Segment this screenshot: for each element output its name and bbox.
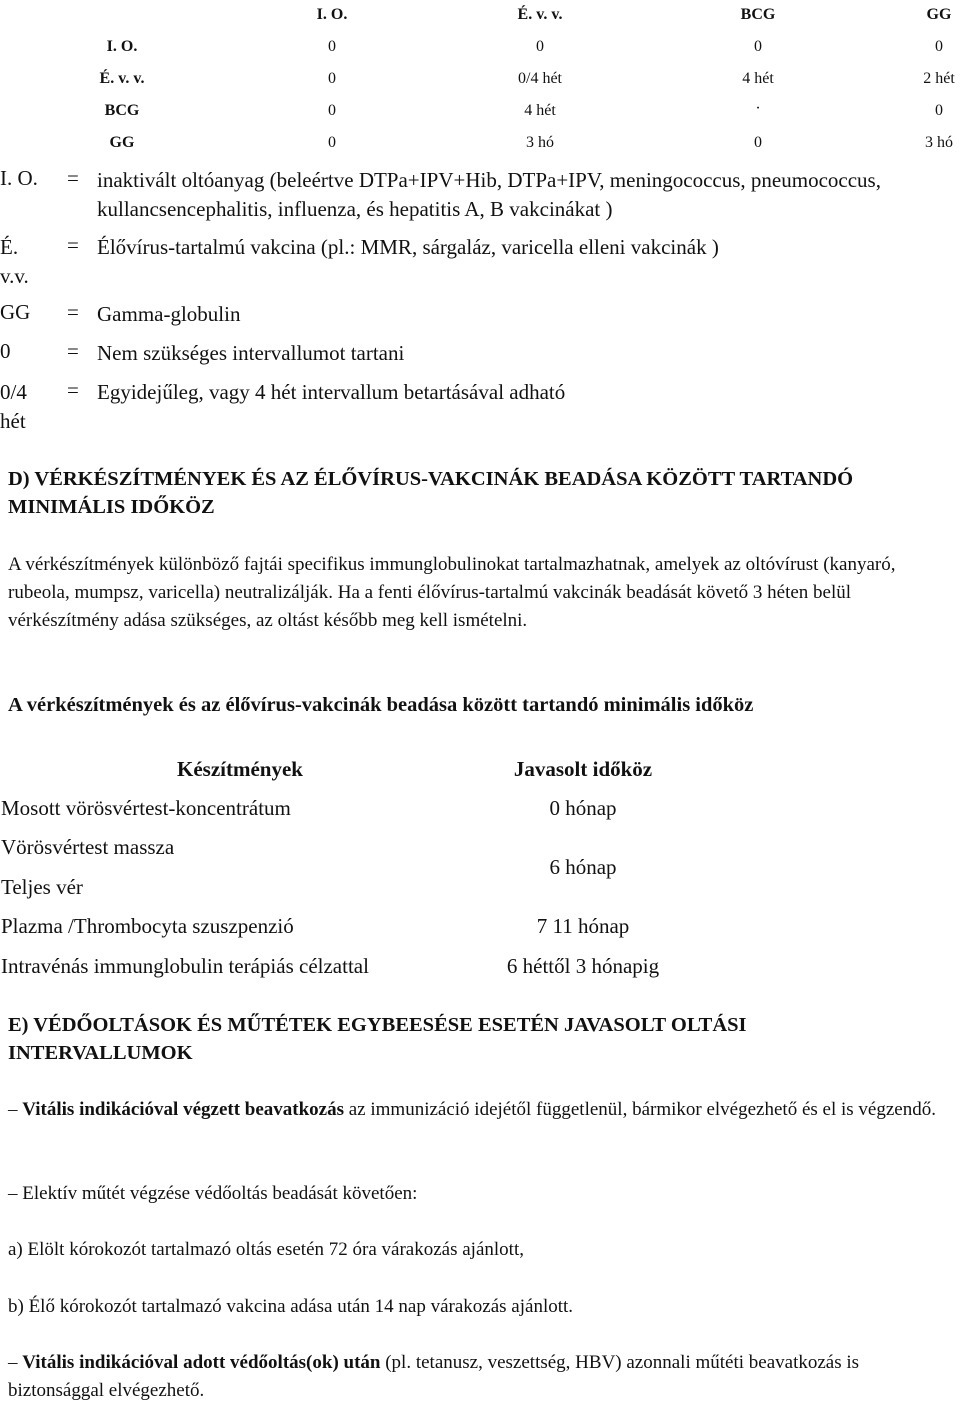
row-label: I. O. xyxy=(106,38,138,55)
legend-equals: = xyxy=(67,166,79,190)
table-cell: 0 xyxy=(328,102,336,119)
product-name: Mosott vörösvértest-koncentrátum xyxy=(1,796,291,820)
legend-abbr: É. v.v. xyxy=(0,235,29,288)
col-header-interval: Javasolt időköz xyxy=(513,757,653,781)
section-e-paragraph-4: b) Élő kórokozót tartalmazó vakcina adása után 14 nap várakozás ajánlott. xyxy=(8,1296,574,1317)
bold-phrase: Vitális indikációval végzett beavatkozás xyxy=(22,1099,344,1120)
legend-abbr: I. O. xyxy=(0,166,38,190)
table-cell: 0 xyxy=(935,38,943,55)
legend-equals: = xyxy=(67,233,79,257)
paragraph-rest: az immunizáció idejétől függetlenül, bármikor elvégezhető és el is végzendő. xyxy=(348,1099,936,1120)
interval-value: 0 hónap xyxy=(549,796,617,820)
legend-abbr: 0/4 hét xyxy=(0,380,27,433)
legend-text: inaktivált oltóanyag (beleértve DTPa+IPV+Hib, DTPa+IPV, meningococcus, pneumococcus, kullancsencephalitis, influenza, és hepatitis A, B vakcinákat ) xyxy=(97,168,881,221)
row-label: GG xyxy=(109,134,135,151)
row-label: BCG xyxy=(104,102,140,119)
legend-equals: = xyxy=(67,300,79,324)
col-header-evv: É. v. v. xyxy=(517,6,563,23)
table-cell: 0/4 hét xyxy=(518,70,562,87)
legend-text: Nem szükséges intervallumot tartani xyxy=(97,341,405,365)
dash: – xyxy=(8,1099,18,1120)
product-name: Teljes vér xyxy=(1,875,83,899)
paragraph-rest: (pl. tetanusz, veszettség, HBV) azonnali műtéti beavatkozás is biztonsággal elvégezhető. xyxy=(8,1352,860,1401)
dash: – xyxy=(8,1352,18,1373)
section-e-paragraph-3: a) Elölt kórokozót tartalmazó oltás esetén 72 óra várakozás ajánlott, xyxy=(8,1239,524,1260)
interval-value: 6 héttől 3 hónapig xyxy=(506,954,660,978)
table-cell: 4 hét xyxy=(524,102,556,119)
legend-text: Egyidejűleg, vagy 4 hét intervallum betartásával adható xyxy=(97,380,566,404)
blood-table-title: A vérkészítmények és az élővírus-vakcinák beadása között tartandó minimális időköz xyxy=(8,694,754,716)
legend-text: Élővírus-tartalmú vakcina (pl.: MMR, sárgaláz, varicella elleni vakcinák ) xyxy=(97,235,719,259)
bold-phrase: Vitális indikációval adott védőoltás(ok) után xyxy=(22,1352,381,1373)
table-cell: 0 xyxy=(328,70,336,87)
product-name: Vörösvértest massza xyxy=(1,835,175,859)
table-cell: · xyxy=(755,100,761,117)
table-cell: 3 hó xyxy=(526,134,554,151)
col-header-gg: GG xyxy=(926,6,952,23)
section-d-heading: D) VÉRKÉSZÍTMÉNYEK ÉS AZ ÉLŐVÍRUS-VAKCINÁK BEADÁSA KÖZÖTT TARTANDÓ MINIMÁLIS IDŐKÖZ xyxy=(8,468,854,518)
row-label: É. v. v. xyxy=(99,70,145,87)
section-e-paragraph-5 xyxy=(8,1349,938,1405)
legend-text: Gamma-globulin xyxy=(97,302,241,326)
legend-equals: = xyxy=(67,339,79,363)
legend-abbr: GG xyxy=(0,300,31,324)
product-name: Plazma /Thrombocyta szuszpenzió xyxy=(1,914,294,938)
section-d-paragraph: A vérkészítmények különböző fajtái specifikus immunglobulinokat tartalmazhatnak, amelyek az oltóvírust (kanyaró, rubeola, mumpsz, varicella) neutralizálják. Ha a fenti élővírus-tartalmú vakcinák beadását követő 3 héten belül vérkészítmény adása szükséges, az oltást később meg kell ismételni. xyxy=(8,554,896,631)
table-cell: 3 hó xyxy=(925,134,953,151)
section-e-paragraph-1 xyxy=(8,1096,938,1124)
table-cell: 0 xyxy=(328,134,336,151)
col-header-bcg: BCG xyxy=(740,6,776,23)
legend-equals: = xyxy=(67,378,79,402)
table-cell: 0 xyxy=(754,38,762,55)
col-header-products: Készítmények xyxy=(177,757,303,781)
interval-value: 7 11 hónap xyxy=(536,914,630,938)
product-name: Intravénás immunglobulin terápiás célzattal xyxy=(1,954,369,978)
table-cell: 0 xyxy=(328,38,336,55)
section-e-paragraph-2: – Elektív műtét végzése védőoltás beadását követően: xyxy=(8,1183,418,1204)
table-cell: 4 hét xyxy=(742,70,774,87)
legend-abbr: 0 xyxy=(0,339,11,363)
col-header-io: I. O. xyxy=(316,6,348,23)
section-e-heading: E) VÉDŐOLTÁSOK ÉS MŰTÉTEK EGYBEESÉSE ESETÉN JAVASOLT OLTÁSI INTERVALLUMOK xyxy=(8,1014,747,1064)
table-cell: 0 xyxy=(536,38,544,55)
interval-value: 6 hónap xyxy=(549,855,617,879)
table-cell: 0 xyxy=(935,102,943,119)
table-cell: 0 xyxy=(754,134,762,151)
table-cell: 2 hét xyxy=(923,70,955,87)
